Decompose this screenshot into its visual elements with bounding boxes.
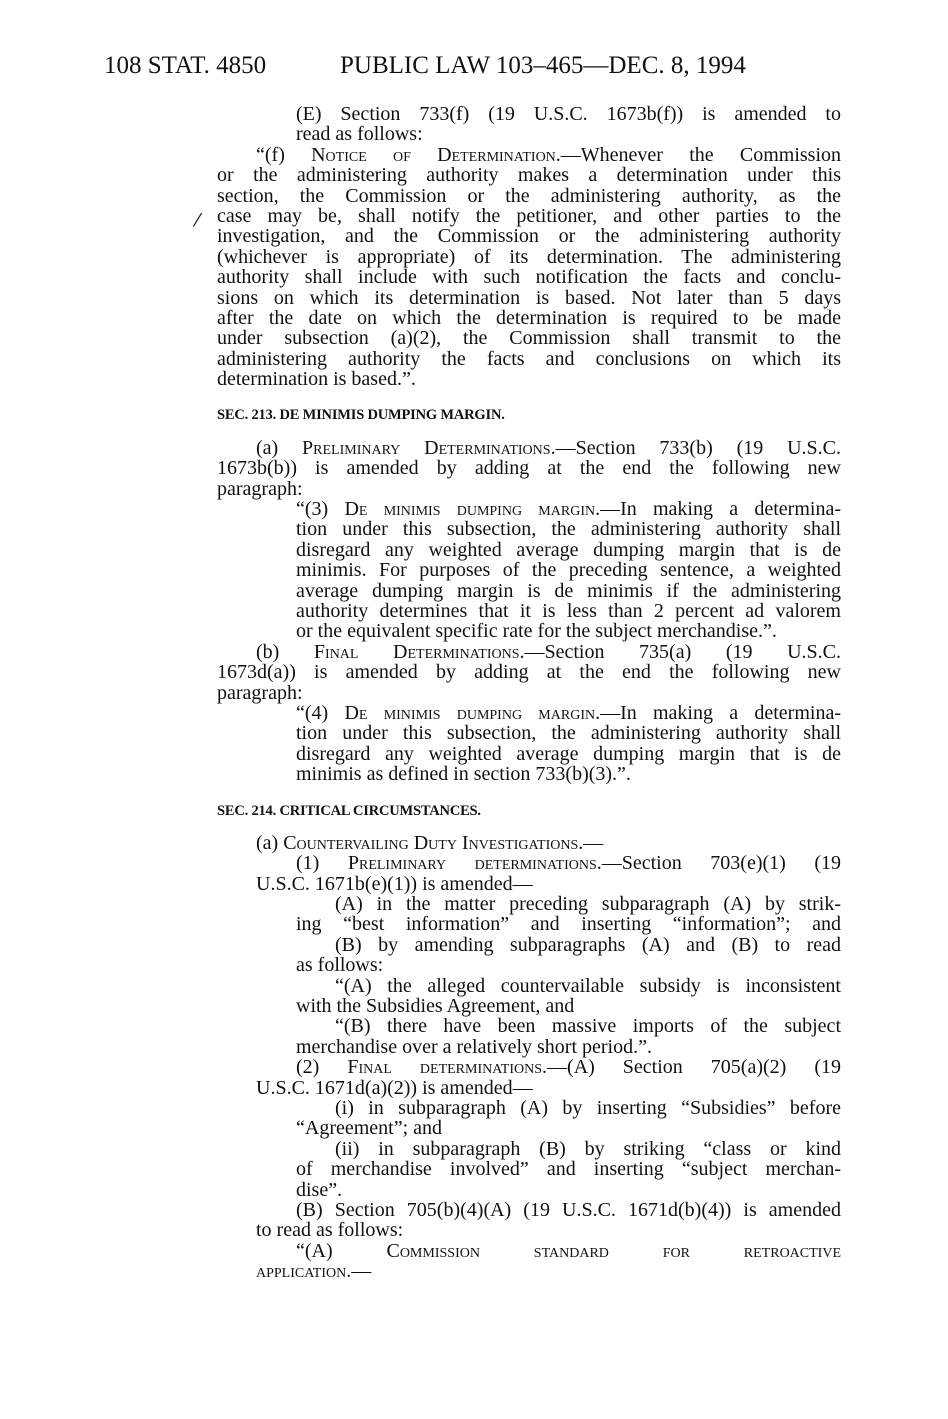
text-line: average dumping margin is de minimis if the administering	[296, 579, 841, 602]
text-line: disregard any weighted average dumping margin that is de	[296, 742, 841, 765]
text-line: “Agreement”; and	[296, 1117, 443, 1140]
text-line: U.S.C. 1671d(a)(2)) is amended—	[256, 1076, 533, 1099]
text-line: case may be, shall notify the petitioner, and other parties to the	[217, 204, 841, 227]
text-line: section, the Commission or the administering authority, as the	[217, 184, 841, 207]
text-line: (A) in the matter preceding subparagraph (A) by strik-	[335, 893, 841, 916]
section-heading: SEC. 214. CRITICAL CIRCUMSTANCES.	[217, 802, 481, 819]
text-line: tion under this subsection, the administering authority shall	[296, 722, 841, 745]
text-line: (1) Preliminary determinations.—Section 703(e)(1) (19	[296, 852, 841, 875]
text-line: minimis. For purposes of the preceding sentence, a weighted	[296, 559, 841, 582]
text-line: to read as follows:	[256, 1219, 404, 1242]
text-line: “(3) De minimis dumping margin.—In making a determina-	[296, 498, 841, 521]
text-line: dise”.	[296, 1178, 343, 1201]
margin-mark: ⁄	[196, 210, 200, 231]
text-line: (i) in subparagraph (A) by inserting “Subsidies” before	[335, 1096, 841, 1119]
section-heading: SEC. 213. DE MINIMIS DUMPING MARGIN.	[217, 407, 505, 424]
text-line: investigation, and the Commission or the administering authority	[217, 225, 841, 248]
statute-page-reference: 108 STAT. 4850	[104, 52, 267, 79]
text-line: “(f) Notice of Determination.—Whenever the Commission	[256, 143, 842, 166]
text-line: (a) Countervailing Duty Investigations.—	[256, 831, 604, 854]
text-line: (B) by amending subparagraphs (A) and (B) to read	[335, 933, 841, 956]
text-line: after the date on which the determination is required to be made	[217, 306, 841, 329]
text-line: 1673b(b)) is amended by adding at the end the following new	[217, 457, 841, 480]
text-line: (whichever is appropriate) of its determination. The administering	[217, 245, 841, 268]
text-line: or the administering authority makes a determination under this	[217, 164, 841, 187]
text-line: ing “best information” and inserting “information”; and	[296, 913, 841, 936]
text-line: “(A) Commission standard for retroactive	[296, 1239, 841, 1262]
text-line: “(4) De minimis dumping margin.—In making a determina-	[296, 701, 841, 724]
text-line: as follows:	[296, 954, 384, 977]
document-body	[217, 104, 841, 1281]
text-line: paragraph:	[217, 477, 303, 500]
text-line: or the equivalent specific rate for the subject merchandise.”.	[296, 620, 777, 643]
text-line: administering authority the facts and conclusions on which its	[217, 347, 841, 370]
text-line: of merchandise involved” and inserting “subject merchan-	[296, 1158, 841, 1181]
text-line: (E) Section 733(f) (19 U.S.C. 1673b(f)) is amended to	[296, 103, 841, 125]
text-line: merchandise over a relatively short period.”.	[296, 1035, 652, 1058]
text-line: under subsection (a)(2), the Commission shall transmit to the	[217, 327, 841, 350]
text-line: paragraph:	[217, 681, 303, 704]
spacer	[217, 389, 841, 405]
text-line: read as follows:	[296, 123, 423, 146]
page-header	[104, 52, 844, 86]
text-line: “(B) there have been massive imports of the subject	[335, 1015, 841, 1038]
text-line: sions on which its determination is based. Not later than 5 days	[217, 286, 841, 309]
text-line: with the Subsidies Agreement, and	[296, 995, 575, 1018]
text-line: authority determines that it is less than 2 percent ad valorem	[296, 599, 841, 622]
text-line: tion under this subsection, the administering authority shall	[296, 518, 841, 541]
text-line: determination is based.”.	[217, 368, 416, 391]
public-law-title: PUBLIC LAW 103–465—DEC. 8, 1994	[340, 52, 746, 79]
text-line: minimis as defined in section 733(b)(3).”.	[296, 763, 631, 786]
text-line: (B) Section 705(b)(4)(A) (19 U.S.C. 1671d(b)(4)) is amended	[296, 1198, 841, 1221]
text-line: 1673d(a)) is amended by adding at the end the following new	[217, 661, 841, 684]
text-line: U.S.C. 1671b(e)(1)) is amended—	[256, 872, 533, 895]
text-line: (a) Preliminary Determinations.—Section 733(b) (19 U.S.C.	[256, 436, 841, 459]
text-line: authority shall include with such notification the facts and conclu-	[217, 266, 841, 289]
text-line: (b) Final Determinations.—Section 735(a) (19 U.S.C.	[256, 640, 841, 663]
text-line: (2) Final determinations.—(A) Section 705(a)(2) (19	[296, 1056, 842, 1079]
text-line: (ii) in subparagraph (B) by striking “class or kind	[335, 1137, 841, 1160]
text-line: application.—	[256, 1260, 372, 1283]
text-line: “(A) the alleged countervailable subsidy is inconsistent	[335, 974, 841, 997]
spacer	[217, 785, 841, 801]
text-line: disregard any weighted average dumping margin that is de	[296, 538, 841, 561]
